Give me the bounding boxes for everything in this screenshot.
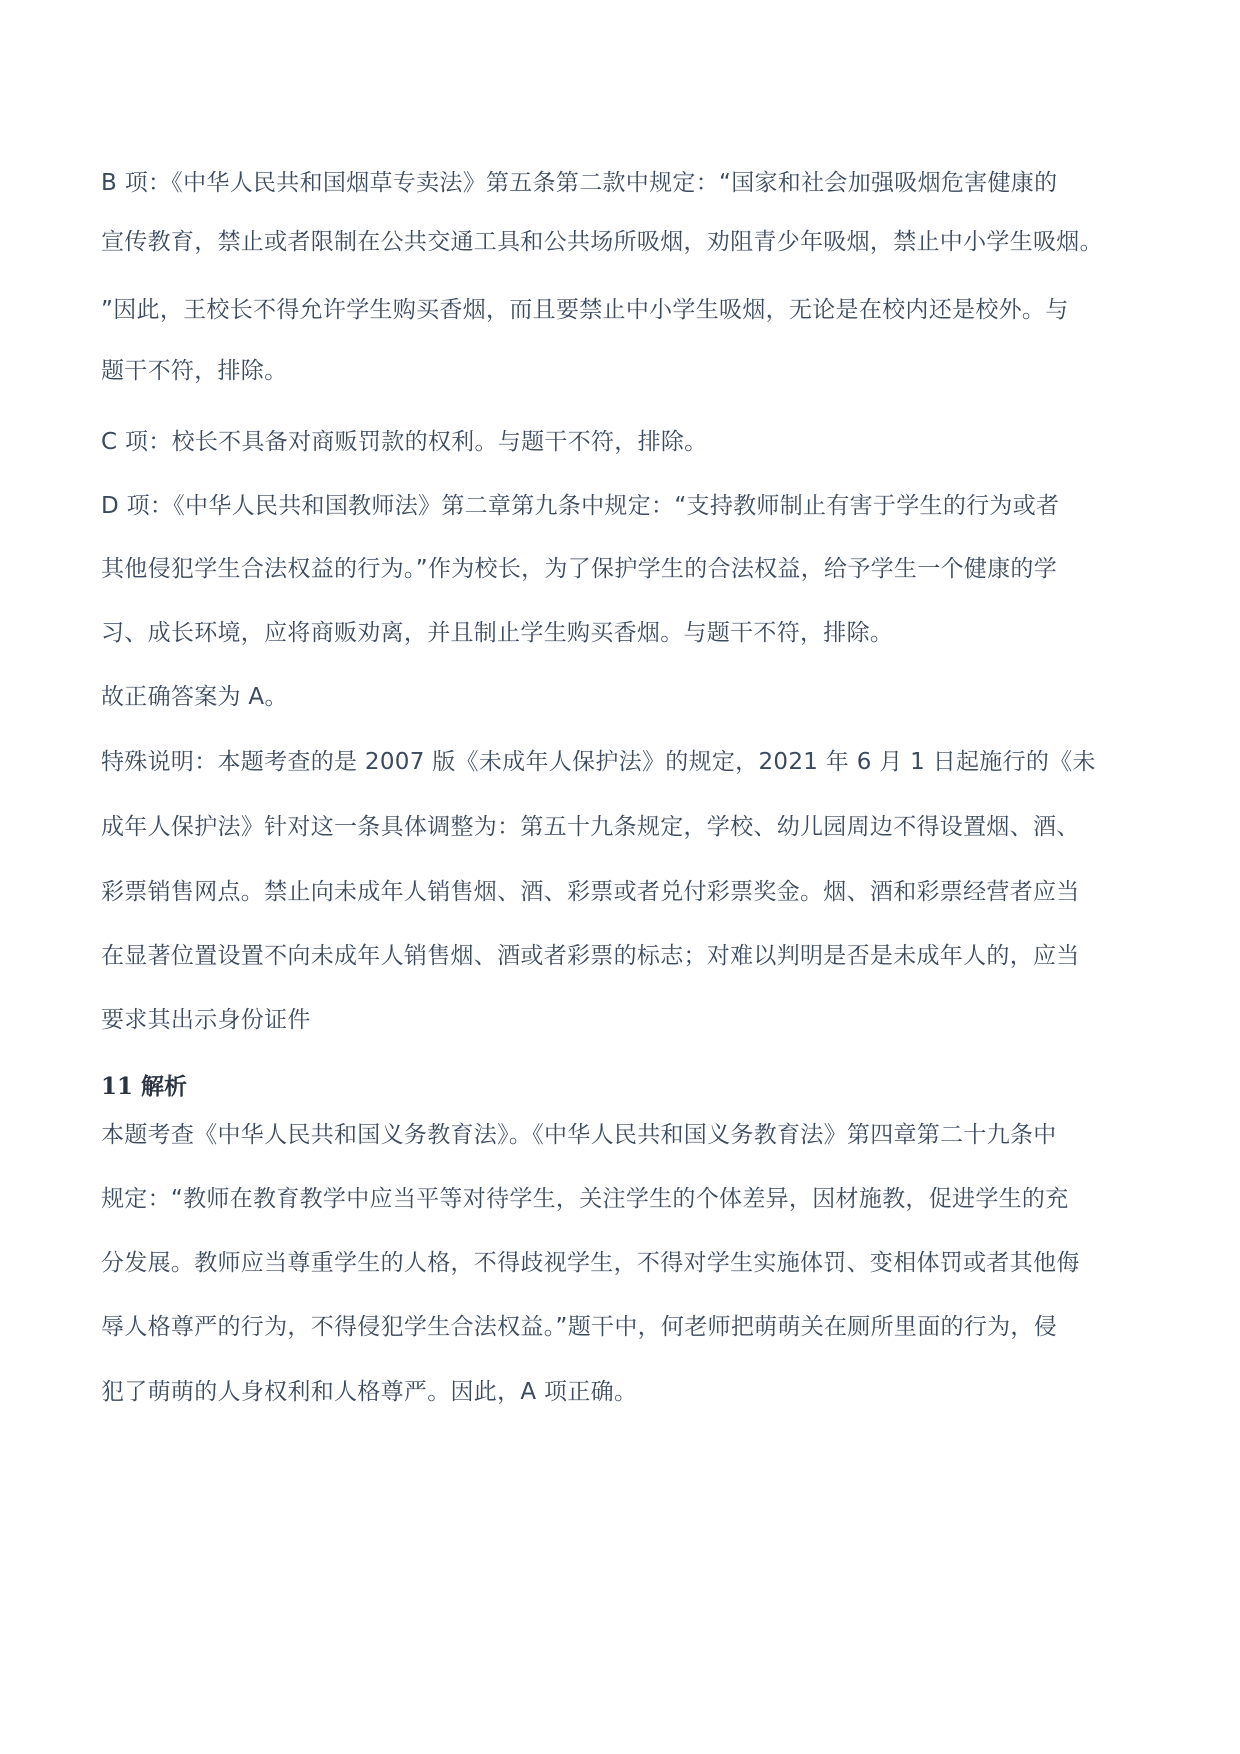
- analysis-line-2: 规定：“教师在教育教学中应当平等对待学生，关注学生的个体差异，因材施教，促进学生的充: [101, 1186, 1069, 1212]
- paragraph-b-line-2: 宣传教育，禁止或者限制在公共交通工具和公共场所吸烟，劝阻青少年吸烟，禁止中小学生吸烟。: [101, 229, 1103, 255]
- note-line-1: 特殊说明：本题考查的是 2007 版《未成年人保护法》的规定，2021 年 6 月 1 日起施行的《未: [101, 749, 1096, 775]
- paragraph-d-line-1: D 项：《中华人民共和国教师法》第二章第九条中规定：“支持教师制止有害于学生的行为或者: [101, 493, 1060, 519]
- analysis-line-5: 犯了萌萌的人身权利和人格尊严。因此，A 项正确。: [101, 1379, 638, 1405]
- note-line-4: 在显著位置设置不向未成年人销售烟、酒或者彩票的标志；对难以判明是否是未成年人的，应当: [101, 943, 1080, 969]
- note-line-2: 成年人保护法》针对这一条具体调整为：第五十九条规定，学校、幼儿园周边不得设置烟、酒、: [101, 814, 1080, 840]
- note-line-5: 要求其出示身份证件: [101, 1007, 311, 1033]
- note-line-3: 彩票销售网点。禁止向未成年人销售烟、酒、彩票或者兑付彩票奖金。烟、酒和彩票经营者应当: [101, 879, 1080, 905]
- section-heading: 11 解析: [101, 1073, 188, 1100]
- analysis-line-1: 本题考查《中华人民共和国义务教育法》。《中华人民共和国义务教育法》第四章第二十九条中: [101, 1122, 1057, 1148]
- analysis-line-3: 分发展。教师应当尊重学生的人格，不得歧视学生，不得对学生实施体罚、变相体罚或者其他侮: [101, 1250, 1080, 1276]
- paragraph-d-line-2: 其他侵犯学生合法权益的行为。”作为校长，为了保护学生的合法权益，给予学生一个健康的学: [101, 556, 1058, 582]
- paragraph-b-line-4: 题干不符，排除。: [101, 358, 288, 384]
- answer-line: 故正确答案为 A。: [101, 684, 288, 710]
- paragraph-b-line-3: ”因此，王校长不得允许学生购买香烟，而且要禁止中小学生吸烟，无论是在校内还是校外。与: [101, 297, 1069, 323]
- analysis-line-4: 辱人格尊严的行为，不得侵犯学生合法权益。”题干中，何老师把萌萌关在厕所里面的行为，侵: [101, 1314, 1058, 1340]
- paragraph-b-line-1: B 项：《中华人民共和国烟草专卖法》第五条第二款中规定：“国家和社会加强吸烟危害健康的: [101, 170, 1058, 196]
- paragraph-c: C 项：校长不具备对商贩罚款的权利。与题干不符，排除。: [101, 429, 708, 455]
- paragraph-d-line-3: 习、成长环境，应将商贩劝离，并且制止学生购买香烟。与题干不符，排除。: [101, 620, 894, 646]
